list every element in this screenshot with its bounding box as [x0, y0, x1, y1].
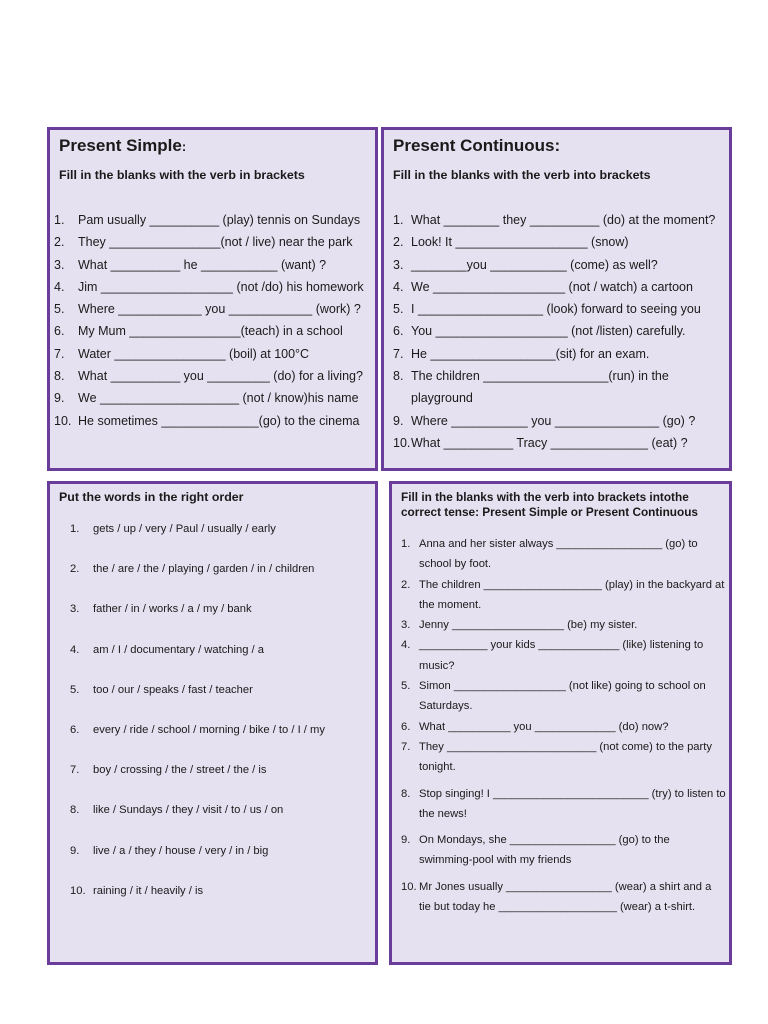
present-continuous-exercise: [381, 127, 732, 471]
list-item: 2. Look! It ___________________ (snow): [393, 235, 629, 250]
list-item: 10. Mr Jones usually _________________ (wear) a shirt and a tie but today he ___________________ (wear) a t-shirt.: [401, 880, 712, 914]
list-item: 10. What __________ Tracy ______________ (eat) ?: [393, 435, 688, 450]
list-item: 5. too / our / speaks / fast / teacher: [70, 683, 253, 696]
list-item: 1. Pam usually __________ (play) tennis on Sundays: [54, 213, 361, 227]
list-item: 3. Jenny __________________ (be) my sister.: [401, 619, 638, 632]
list-item: 9. We ____________________ (not / know)his name: [54, 391, 359, 406]
list-item: 4. am / I / documentary / watching / a: [70, 643, 264, 656]
list-item: 9. On Mondays, she _________________ (go) to the swimming-pool with my friends: [401, 834, 670, 867]
list-item: 2. the / are / the / playing / garden / in / children: [70, 563, 315, 576]
list-item: 8. like / Sundays / they / visit / to / us / on: [70, 804, 284, 817]
list-item: 6. every / ride / school / morning / bike / to / I / my: [70, 723, 325, 736]
list-item: 4. We ___________________ (not / watch) a cartoon: [393, 279, 693, 294]
list-item: 1. Anna and her sister always _________________ (go) to school by foot.: [401, 538, 698, 571]
present-simple-instruction: Fill in the blanks with the verb in brackets: [59, 168, 305, 182]
list-item: 6. My Mum ________________(teach) in a school: [54, 324, 343, 339]
present-simple-title: Present Simple:: [59, 136, 187, 155]
list-item: 10. raining / it / heavily / is: [70, 884, 204, 897]
word-order-list: [70, 522, 325, 924]
list-item: 7. Water ________________ (boil) at 100°C: [54, 346, 310, 361]
list-item: 1. What ________ they __________ (do) at the moment?: [393, 213, 716, 227]
list-item: 1. gets / up / very / Paul / usually / early: [70, 523, 276, 535]
list-item: 4. ___________ your kids _____________ (like) listening to music?: [401, 639, 704, 672]
list-item: 5. Simon __________________ (not like) going to school on Saturdays.: [401, 680, 706, 713]
list-item: 3. What __________ he ___________ (want) ?: [54, 257, 327, 272]
present-continuous-instruction: Fill in the blanks with the verb into brackets: [393, 168, 651, 182]
list-item: 6. What __________ you _____________ (do) now?: [401, 720, 669, 733]
present-simple-list: [54, 212, 364, 435]
list-item: 2. The children ___________________ (play) in the backyard at the moment.: [401, 578, 725, 611]
list-item: 9. live / a / they / house / very / in / big: [70, 844, 269, 857]
mixed-tense-instruction: Fill in the blanks with the verb into brackets intothe correct tense: Present Simple or Present Continuous: [401, 490, 698, 519]
present-continuous-list: [393, 212, 715, 457]
list-item: 4. Jim ___________________ (not /do) his homework: [54, 279, 364, 294]
word-order-instruction: Put the words in the right order: [59, 490, 244, 504]
mixed-tense-list: [401, 534, 726, 917]
list-item: 5. Where ____________ you ____________ (work) ?: [54, 302, 361, 317]
list-item: 9. Where ___________ you _______________ (go) ?: [393, 413, 696, 428]
list-item: 8. Stop singing! I _________________________ (try) to listen to the news!: [401, 787, 726, 820]
list-item: 7. He __________________(sit) for an exam.: [393, 346, 650, 361]
mixed-tense-exercise: [389, 481, 732, 965]
list-item: 3. father / in / works / a / my / bank: [70, 603, 252, 616]
present-simple-exercise: [47, 127, 378, 471]
list-item: 7. boy / crossing / the / street / the / is: [70, 764, 267, 777]
list-item: 8. The children __________________(run) in the playground: [393, 369, 669, 406]
list-item: 3. ________you ___________ (come) as well?: [393, 257, 658, 272]
word-order-exercise: [47, 481, 378, 965]
list-item: 7. They ________________________ (not come) to the party tonight.: [401, 740, 712, 774]
list-item: 5. I __________________ (look) forward to seeing you: [393, 302, 701, 317]
list-item: 2. They ________________(not / live) near the park: [54, 235, 353, 250]
list-item: 6. You ___________________ (not /listen) carefully.: [393, 324, 686, 339]
list-item: 10. He sometimes ______________(go) to the cinema: [54, 413, 360, 428]
list-item: 8. What __________ you _________ (do) for a living?: [54, 369, 363, 384]
present-continuous-title: Present Continuous:: [393, 136, 561, 155]
